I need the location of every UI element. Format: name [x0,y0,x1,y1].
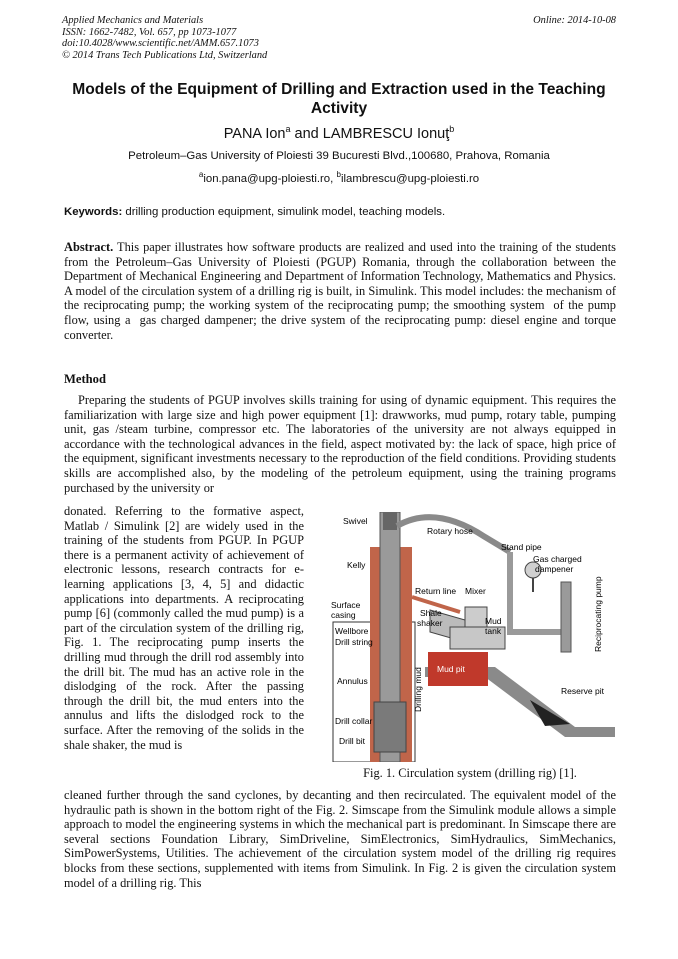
label-wellbore: Wellbore [335,626,369,636]
method-paragraph-2: cleaned further through the sand cyclones, by decanting and then recirculated. The equivalent model of the hydraulic path is shown in the bottom right of the Fig. 2. Simscape from the Simulink module allows a simple approach to model the engineering systems in which the mechanical part is predominant. In Simscape there are several sections Foundation Library, SimDriveline, SimElectronics, SimHydraulics, SimMechanics, SimPowerSystems, Utilities. The achievement of the circulation system model of the drilling rig requires blocks from these sections, supplemented with items from Simulink. In Fig. 2 is given the circulation system model of a drilling rig. This [64,788,616,890]
figure-1 [325,512,615,762]
method-left-column: donated. Referring to the formative aspect, Matlab / Simulink [2] are widely used in the training of the students from PGUP. In PGUP there is a permanent activity of achievement of electronic lessons, research contracts for e-learning applications [3, 4, 5] and didactic applications into departments. A reciprocating pump [6] (commonly called the mud pump) is a part of the circulation system of the drilling rig, Fig. 1. The reciprocating pump inserts the drilling mud through the drill rod assembly into the drill bit. The mud has an active role in the dislodging of the rock. After the passing through the drill bit, the mud enters into the annulus and lifts the dislodged rock to the surface. After the removing of the solids in the shale shaker, the mud is [64,504,304,752]
pump-shape [561,582,571,652]
keywords-label: Keywords: [64,206,123,218]
label-dampener: dampener [535,564,574,574]
label-mud-pit: Mud pit [437,664,465,674]
author-1: PANA Ion [223,125,286,142]
journal-name: Applied Mechanics and Materials [62,15,204,26]
issn-line: ISSN: 1662-7482, Vol. 657, pp 1073-1077 [62,26,237,38]
keywords [64,206,616,218]
drill-collar-shape [374,702,406,752]
online-date: Online: 2014-10-08 [533,15,616,26]
swivel-shape [383,512,397,530]
label-drill-collar: Drill collar [335,716,373,726]
author-2-sup: b [449,124,455,134]
label-gas-charged: Gas charged [533,554,582,564]
email-a[interactable]: ion.pana@upg-ploiesti.ro, [203,172,337,185]
label-shale: Shale [420,608,442,618]
label-return-line: Return line [415,586,457,596]
figure-1-caption: Fig. 1. Circulation system (drilling rig) [1]. [363,766,577,780]
keywords-text: drilling production equipment, simulink model, teaching models. [122,206,446,218]
author-1-sup: a [285,124,291,134]
copyright-line: © 2014 Trans Tech Publications Ltd, Switzerland [62,49,268,61]
label-surface: Surface [331,600,361,610]
author-line [62,124,616,142]
label-mud: Mud [485,616,502,626]
email-line [62,170,616,185]
email-b[interactable]: ilambrescu@upg-ploiesti.ro [340,172,480,185]
label-tank: tank [485,626,502,636]
author-and: and [290,125,323,142]
label-drill-bit: Drill bit [339,736,365,746]
label-reciprocating-pump: Reciprocating pump [593,576,603,652]
label-stand-pipe: Stand pipe [501,542,542,552]
email-a-sup: a [198,170,204,179]
label-annulus: Annulus [337,676,368,686]
method-paragraph-1: Preparing the students of PGUP involves skills training for using of dynamic equipment. This requires the familiarization with large size and high power equipment [1]: drawworks, mud pump, rotary table, pumping unit, gas /steam turbine, compressor etc. The laboratories of the university are not always equipped in accordance with the technological advances in the field, aspect motivated by: the lack of space, high price of the equipment, significant investments necessary to the reproduction of the field conditions. Providing students skills are accomplished also, by the modeling of the petroleum equipment, using the training programs purchased by the university or [64,393,616,495]
doi-line: doi:10.4028/www.scientific.net/AMM.657.1073 [62,38,259,50]
label-swivel: Swivel [343,516,368,526]
label-drilling-mud: Drilling mud [413,667,423,712]
label-rotary-hose: Rotary hose [427,526,473,536]
affiliation: Petroleum–Gas University of Ploiesti 39 Bucuresti Blvd.,100680, Prahova, Romania [128,150,550,162]
label-mixer: Mixer [465,586,486,596]
label-kelly: Kelly [347,560,366,570]
abstract [64,240,620,342]
label-drill-string: Drill string [335,637,373,647]
label-reserve-pit: Reserve pit [561,686,604,696]
abstract-text: This paper illustrates how software products are realized and used into the training of the students from the Petroleum–Gas University of Ploiesti (PGUP) Romania, through the collaboration between the Department of Mechanical Engineering and Department of Information Technology, Mathematics and Physics. A model of the circulation system of a drilling rig is built, in Simulink. This model includes: the mechanism of the reciprocating pump; the working system of the reciprocating pump; the smoothing system of the pump flow, using a gas charged dampener; the drive system of the reciprocating pump: diesel engine and torque converter. [64,240,620,342]
author-2: LAMBRESCU Ionuţ [322,125,450,142]
method-heading: Method [64,372,106,386]
email-b-sup: b [336,170,341,179]
label-shaker: shaker [417,618,443,628]
label-casing: casing [331,610,356,620]
journal-header [62,15,616,61]
abstract-label: Abstract. [64,240,114,254]
circulation-system-diagram [325,512,615,762]
paper-title: Models of the Equipment of Drilling and Extraction used in the Teaching Activity [72,81,606,117]
